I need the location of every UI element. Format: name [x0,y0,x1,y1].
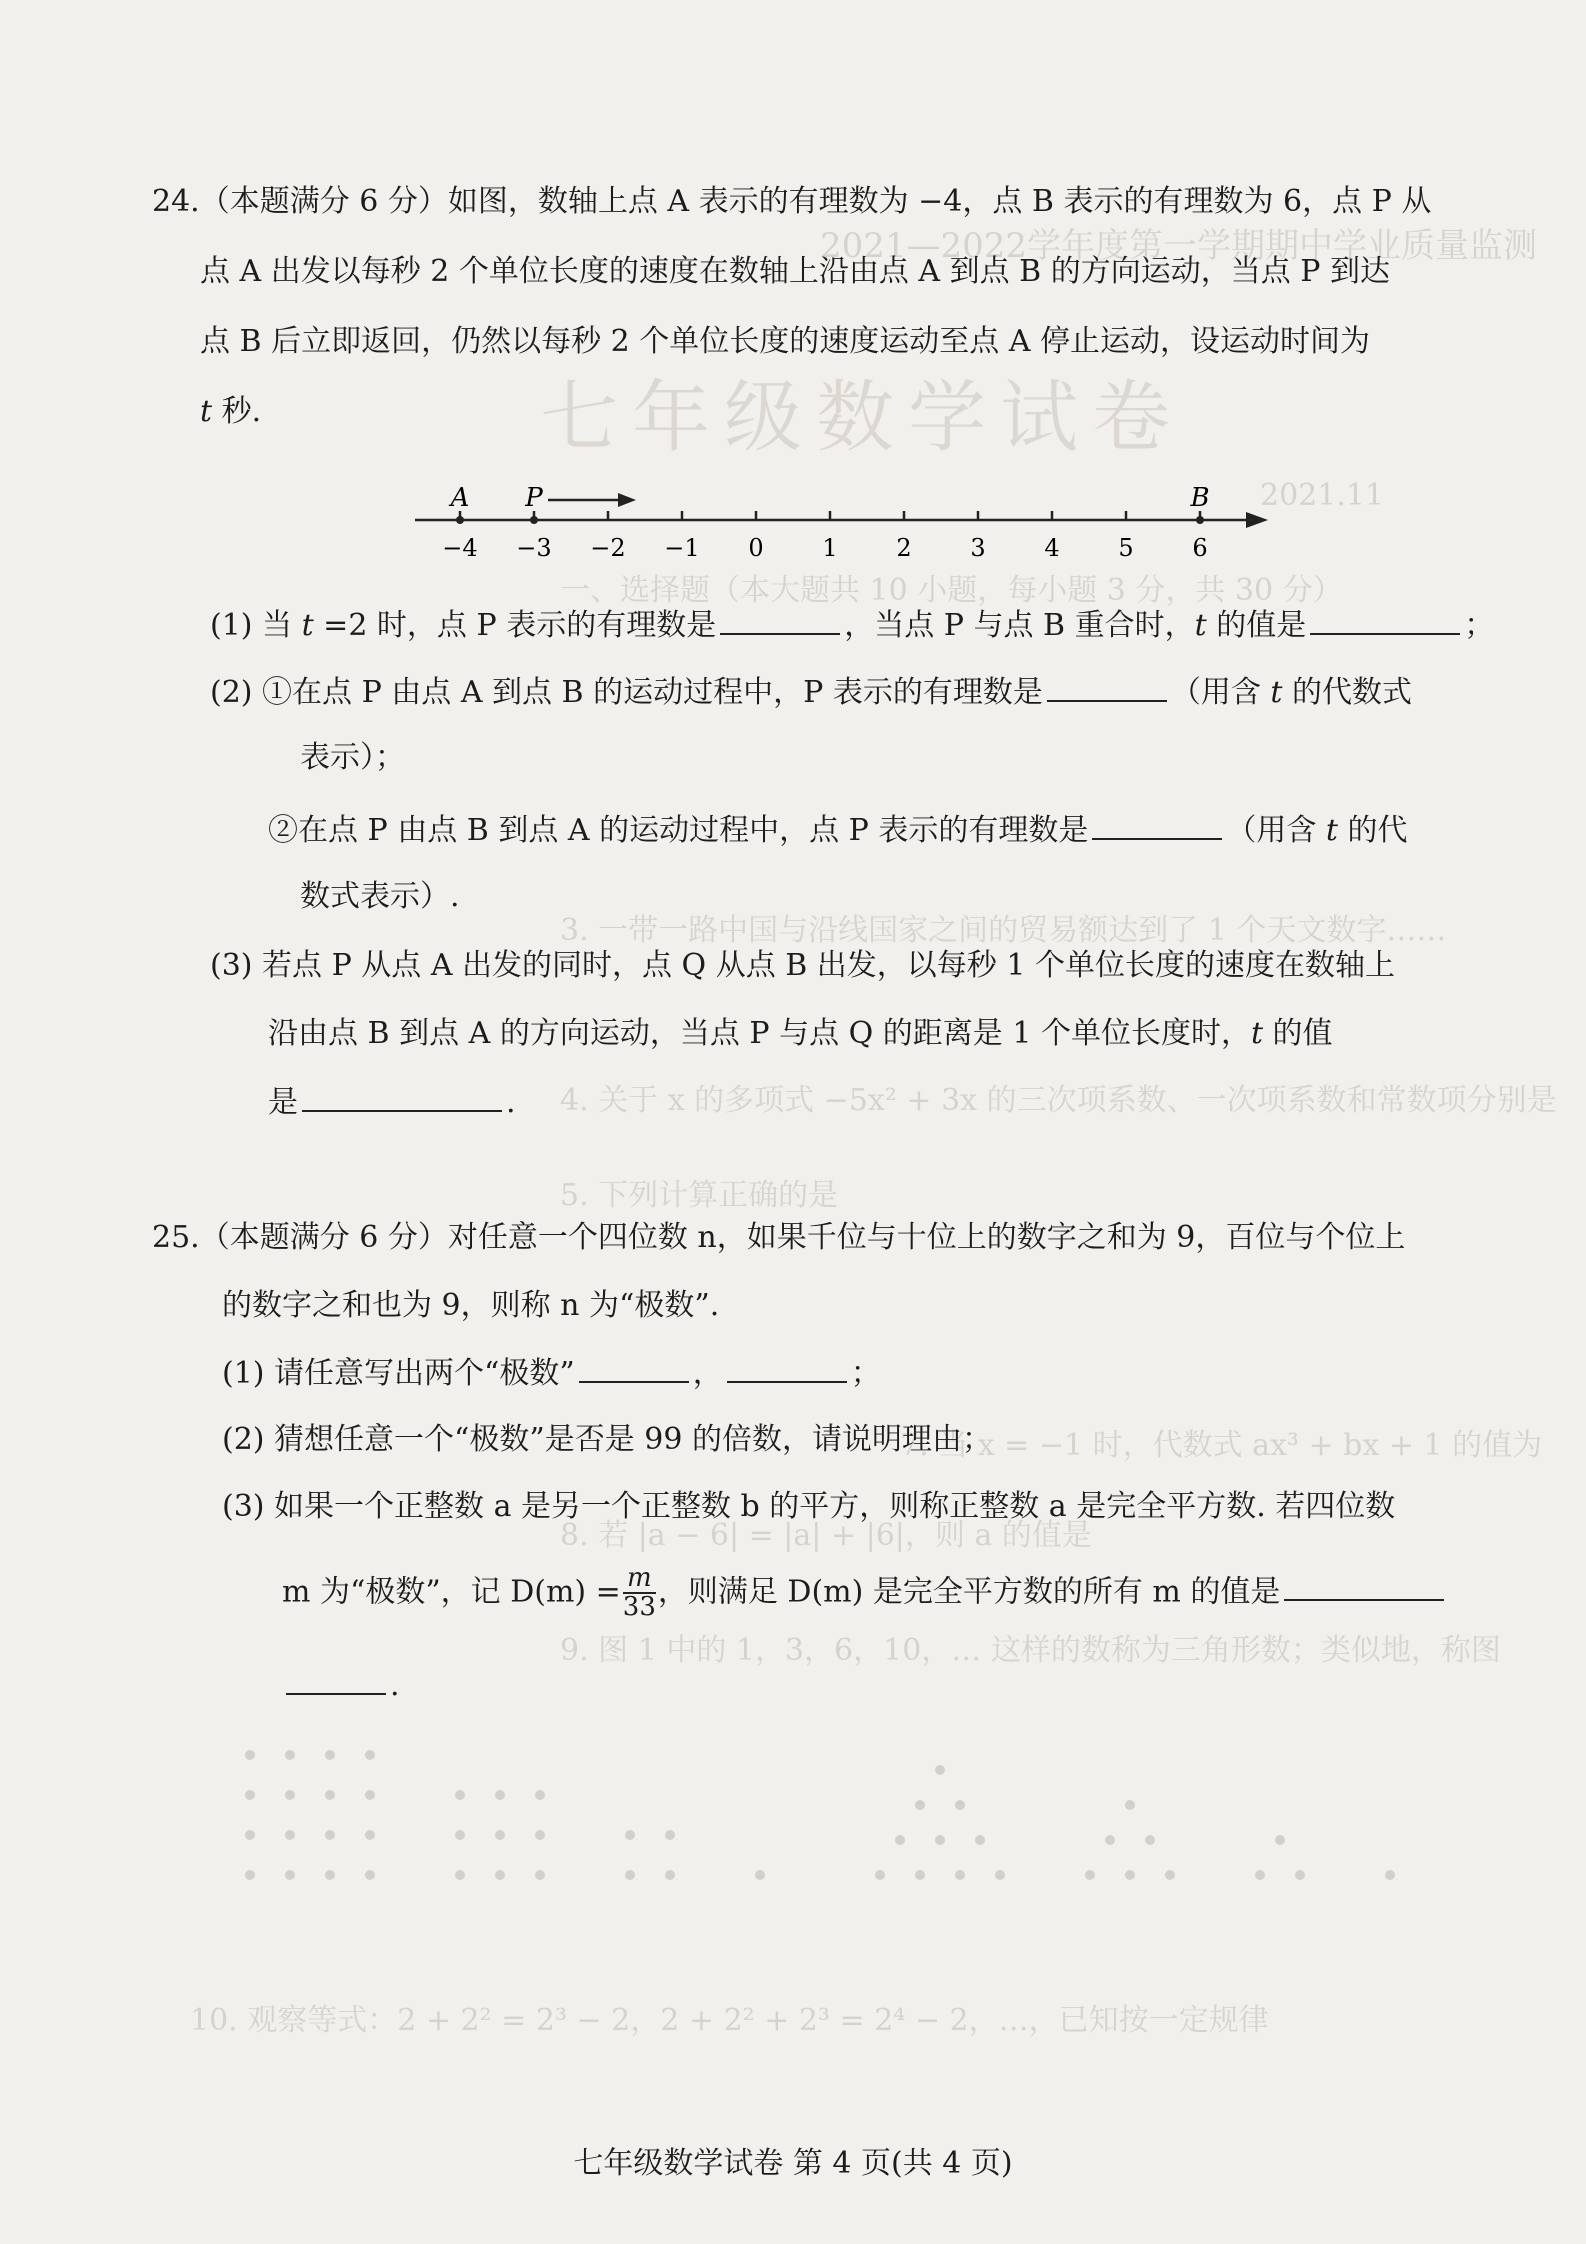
t-variable: t [1250,1016,1264,1051]
q25-part1-sep: ， [692,1356,723,1391]
q25-part3-line2 [282,1565,1448,1622]
answer-blank-2b[interactable] [1092,810,1222,840]
q25-intro-line1: 25.（本题满分 6 分）对任意一个四位数 n，如果千位与十位上的数字之和为 9，百位与个位上 [152,1220,1406,1255]
q24-part1-text-c: ，当点 P 与点 B 重合时， [844,608,1195,643]
q24-part2b-line2: 数式表示）. [300,879,460,914]
fraction-m-over-33 [623,1565,656,1622]
axis-arrowhead [1246,512,1268,528]
q24-intro-line1: 24.（本题满分 6 分）如图，数轴上点 A 表示的有理数为 −4，点 B 表示的有理数为 6，点 P 从 [152,184,1432,219]
t-variable: t [1194,608,1207,643]
answer-blank-1a[interactable] [720,605,840,635]
answer-blank-2a[interactable] [1047,672,1167,702]
bleed-q5: 5. 下列计算正确的是 [560,1178,839,1213]
answer-blank-25-1b[interactable] [727,1353,847,1383]
q24-part3-text-b: 的值 [1263,1016,1333,1051]
answer-blank-3[interactable] [302,1082,502,1112]
q24-part1-text-e: ； [1464,608,1495,643]
t-variable: t [1325,813,1338,848]
q24-part2a-line1 [210,672,1412,713]
fraction-denominator: 33 [622,1592,656,1623]
bleed-section: 一、选择题（本大题共 10 小题，每小题 3 分，共 30 分） [560,573,1343,608]
point-b-dot [1196,516,1204,524]
q24-part2b-text-a: ②在点 P 由点 B 到点 A 的运动过程中，点 P 表示的有理数是 [268,813,1089,848]
tick-label: −4 [442,534,478,562]
q24-part1-text-d: 的值是 [1206,608,1307,643]
bleed-q10: 10. 观察等式：2 + 2² = 2³ − 2，2 + 2² + 2³ = 2⁴ − 2，…，已知按一定规律 [190,2003,1269,2038]
q24-part1-text-a: (1) 当 [210,608,302,643]
q25-part3-text-b: ，则满足 D(m) 是完全平方数的所有 m 的值是 [657,1574,1281,1610]
bleed-q9: 9. 图 1 中的 1，3，6，10，… 这样的数称为三角形数；类似地，称图 [560,1633,1501,1668]
q25-part3-line1: (3) 如果一个正整数 a 是另一个正整数 b 的平方，则称正整数 a 是完全平方数. 若四位数 [222,1489,1396,1524]
tick-label: 5 [1118,534,1134,562]
number-line-figure [410,475,1270,565]
answer-blank-1b[interactable] [1310,605,1460,635]
t-variable: t [301,608,314,643]
point-b-label: B [1190,483,1210,513]
q25-part3-line3 [282,1665,400,1706]
q24-intro-line4 [200,392,261,432]
tick-label: 4 [1044,534,1060,562]
bleed-title: 七年级数学试卷 [540,373,1185,463]
q25-intro-line2: 的数字之和也为 9，则称 n 为“极数”. [222,1288,720,1323]
bleed-date: 2021.11 [1260,478,1385,513]
point-p-dot [530,516,538,524]
page-footer: 七年级数学试卷 第 4 页(共 4 页) [573,2146,1013,2181]
tick-label: 3 [970,534,986,562]
bleed-header: 2021—2022学年度第一学期期中学业质量监测 [820,226,1538,266]
q24-part2b-line1 [268,810,1408,851]
q24-part3-line2 [268,1014,1333,1054]
q25-part2: (2) 猜想任意一个“极数”是否是 99 的倍数，请说明理由； [222,1422,992,1457]
tick-label: 0 [748,534,764,562]
bleed-dot-figure [230,1745,1530,1935]
q24-part3-line1: (3) 若点 P 从点 A 出发的同时，点 Q 从点 B 出发，以每秒 1 个单位长度的速度在数轴上 [210,948,1395,983]
q24-intro-unit: 秒. [212,394,262,429]
q24-part2b-text-b: （用含 [1226,813,1326,848]
q24-intro-line3: 点 B 后立即返回，仍然以每秒 2 个单位长度的速度运动至点 A 停止运动，设运动时间为 [200,324,1371,359]
bleed-q3: 3. 一带一路中国与沿线国家之间的贸易额达到了 1 个天文数字…… [560,913,1447,948]
q25-part1-end: ； [850,1356,881,1391]
q24-part2a-line2: 表示）； [300,740,405,775]
tick-label: 6 [1192,534,1208,562]
bleed-q8: 8. 若 |a − 6| = |a| + |6|，则 a 的值是 [560,1518,1092,1553]
q24-part1-text-b: =2 时，点 P 表示的有理数是 [313,608,717,643]
t-variable: t [200,394,213,429]
bleed-q7: 7. 当 x = −1 时，代数式 ax³ + bx + 1 的值为 [900,1428,1543,1463]
q24-part1 [210,605,1494,646]
q25-part3-end: . [390,1668,400,1703]
fraction-numerator: m [623,1565,656,1594]
answer-blank-25-3a[interactable] [1284,1571,1444,1601]
q25-part1 [222,1353,881,1394]
point-a-dot [456,516,464,524]
q25-part1-text: (1) 请任意写出两个“极数” [222,1356,575,1391]
tick-label: 1 [822,534,838,562]
q25-part3-text-a: m 为“极数”，记 D(m) = [282,1574,621,1610]
tick-label: 2 [896,534,912,562]
point-a-label: A [450,483,470,513]
q24-part2a-text-b: （用含 [1170,675,1271,710]
answer-blank-25-1a[interactable] [579,1353,689,1383]
direction-arrow-head [618,493,636,507]
point-p-label: P [525,483,543,513]
t-variable: t [1270,675,1283,710]
q24-part3-line3 [268,1082,516,1123]
q24-part3-text-a: 沿由点 B 到点 A 的方向运动，当点 P 与点 Q 的距离是 1 个单位长度时， [268,1016,1251,1051]
tick-labels [442,534,1207,562]
bleed-q4: 4. 关于 x 的多项式 −5x² + 3x 的三次项系数、一次项系数和常数项分别是 [560,1083,1557,1118]
q24-part2b-text-c: 的代 [1337,813,1408,848]
q24-part3-text-d: . [506,1085,516,1120]
q24-part2a-text-c: 的代数式 [1282,675,1413,710]
tick-marks [460,511,1200,520]
q24-intro-line2: 点 A 出发以每秒 2 个单位长度的速度在数轴上沿由点 A 到点 B 的方向运动，当点 P 到达 [200,254,1391,289]
answer-blank-25-3b[interactable] [286,1665,386,1695]
q24-part2a-text-a: (2) ①在点 P 由点 A 到点 B 的运动过程中，P 表示的有理数是 [210,675,1043,710]
tick-label: −2 [590,534,626,562]
q24-part3-text-c: 是 [268,1085,298,1120]
tick-label: −3 [516,534,552,562]
tick-label: −1 [664,534,700,562]
